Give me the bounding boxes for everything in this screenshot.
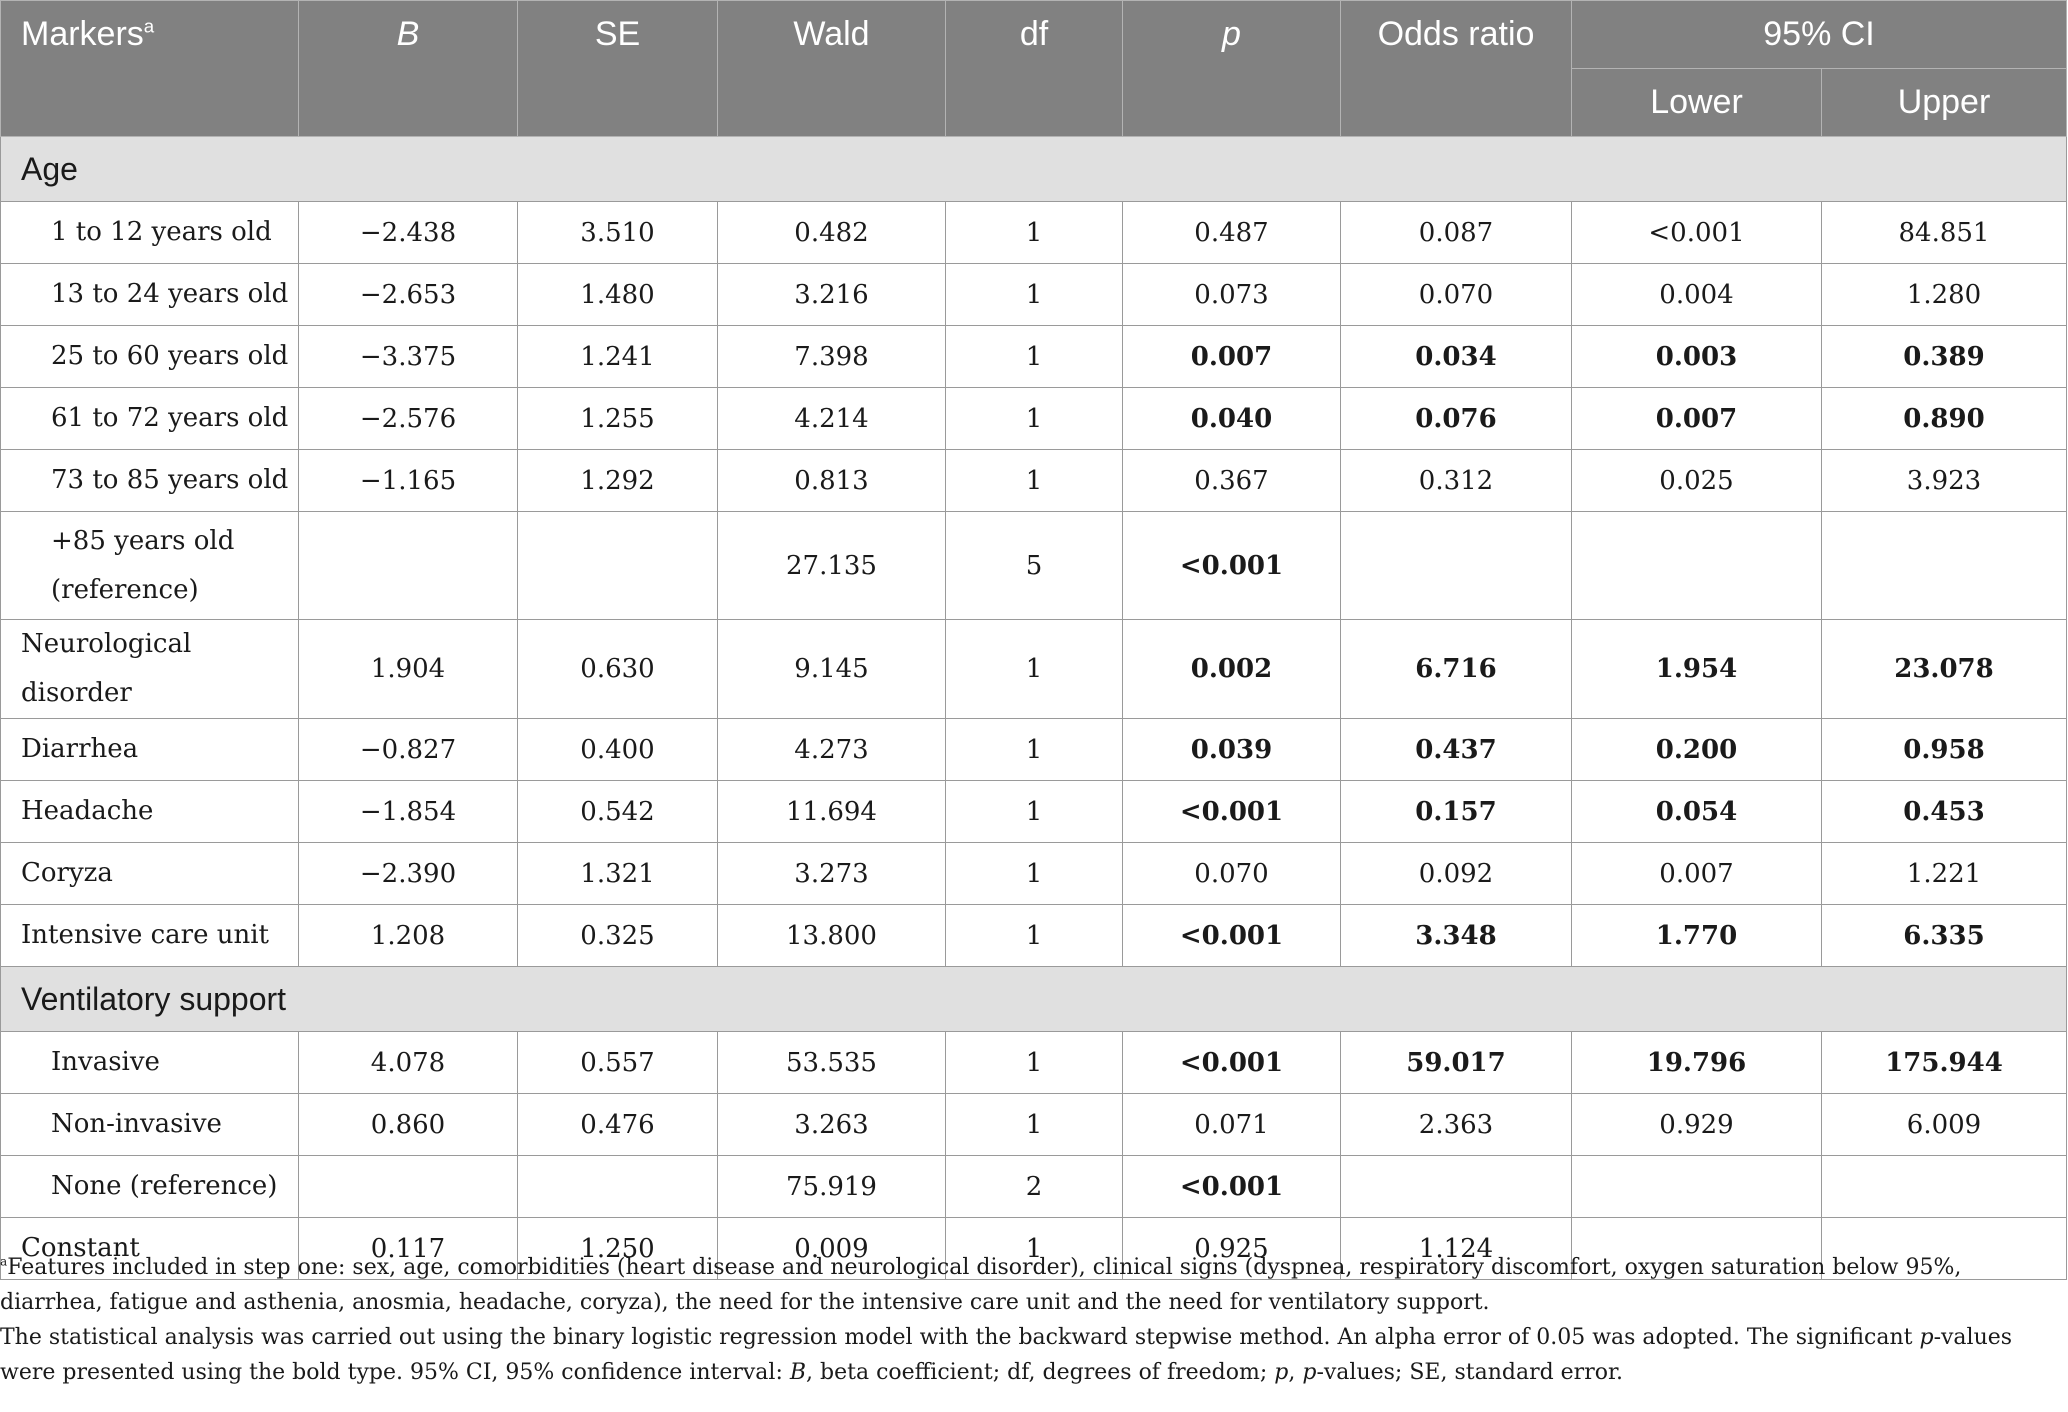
table-row [1, 1094, 2067, 1156]
table-row [1, 719, 2067, 781]
cell-odds-ratio: 59.017 [1341, 1032, 1572, 1094]
cell-df: 1 [946, 620, 1123, 719]
cell-wald: 53.535 [718, 1032, 946, 1094]
cell-ci-upper: 0.958 [1822, 719, 2067, 781]
cell-df: 1 [946, 264, 1123, 326]
table-row [1, 843, 2067, 905]
cell-b: −1.165 [299, 450, 518, 512]
footnote-italic: p [1302, 1360, 1317, 1385]
cell-p: 0.071 [1123, 1094, 1341, 1156]
cell-p: <0.001 [1123, 512, 1341, 620]
table-row [1, 1032, 2067, 1094]
footnote-text: -values; SE, standard error. [1316, 1360, 1624, 1385]
row-label-line: +85 years old [51, 525, 235, 556]
cell-ci-lower: 0.929 [1572, 1094, 1822, 1156]
table-header [1, 1, 2067, 137]
cell-ci-upper: 3.923 [1822, 450, 2067, 512]
row-label: Coryza [1, 843, 299, 905]
row-label: None (reference) [1, 1156, 299, 1218]
cell-ci-lower: 0.007 [1572, 843, 1822, 905]
row-label: 13 to 24 years old [1, 264, 299, 326]
footnote-italic: p [1919, 1325, 1934, 1350]
cell-p: <0.001 [1123, 1032, 1341, 1094]
cell-b: −2.653 [299, 264, 518, 326]
cell-odds-ratio: 1.124 [1341, 1218, 1572, 1280]
cell-wald: 13.800 [718, 905, 946, 967]
cell-ci-upper: 1.221 [1822, 843, 2067, 905]
footnote-a [0, 1250, 2040, 1320]
row-label: Diarrhea [1, 719, 299, 781]
cell-odds-ratio [1341, 512, 1572, 620]
cell-p: <0.001 [1123, 1156, 1341, 1218]
cell-wald: 9.145 [718, 620, 946, 719]
cell-b: −2.576 [299, 388, 518, 450]
table-footnotes [0, 1250, 2040, 1390]
table-row [1, 202, 2067, 264]
cell-ci-upper [1822, 512, 2067, 620]
cell-p: <0.001 [1123, 905, 1341, 967]
cell-ci-lower: 0.054 [1572, 781, 1822, 843]
cell-df: 5 [946, 512, 1123, 620]
header-lower: Lower [1572, 69, 1822, 137]
table-row [1, 326, 2067, 388]
cell-df: 1 [946, 326, 1123, 388]
cell-ci-lower: 0.004 [1572, 264, 1822, 326]
table-row [1, 388, 2067, 450]
cell-ci-upper: 0.389 [1822, 326, 2067, 388]
cell-b: −1.854 [299, 781, 518, 843]
cell-se: 1.292 [518, 450, 718, 512]
cell-b: 4.078 [299, 1032, 518, 1094]
header-se: SE [518, 1, 718, 137]
cell-ci-lower: 0.003 [1572, 326, 1822, 388]
cell-wald: 0.813 [718, 450, 946, 512]
cell-ci-lower: 0.025 [1572, 450, 1822, 512]
table-row [1, 450, 2067, 512]
row-label: 61 to 72 years old [1, 388, 299, 450]
cell-odds-ratio: 0.087 [1341, 202, 1572, 264]
cell-ci-upper: 175.944 [1822, 1032, 2067, 1094]
cell-b: −3.375 [299, 326, 518, 388]
cell-ci-upper: 0.890 [1822, 388, 2067, 450]
section-ventilatory-label: Ventilatory support [1, 967, 2067, 1032]
header-b: B [299, 1, 518, 137]
cell-df: 1 [946, 781, 1123, 843]
cell-odds-ratio: 0.070 [1341, 264, 1572, 326]
header-p: p [1123, 1, 1341, 137]
footnote-method [0, 1320, 2040, 1390]
cell-wald: 4.273 [718, 719, 946, 781]
header-ci: 95% CI [1572, 1, 2067, 69]
cell-ci-lower: <0.001 [1572, 202, 1822, 264]
cell-se: 1.250 [518, 1218, 718, 1280]
cell-p: 0.925 [1123, 1218, 1341, 1280]
cell-p: 0.002 [1123, 620, 1341, 719]
cell-ci-upper: 6.335 [1822, 905, 2067, 967]
cell-b: −2.390 [299, 843, 518, 905]
cell-odds-ratio: 0.312 [1341, 450, 1572, 512]
cell-wald: 3.216 [718, 264, 946, 326]
cell-ci-upper: 1.280 [1822, 264, 2067, 326]
row-label: 1 to 12 years old [1, 202, 299, 264]
cell-p: 0.039 [1123, 719, 1341, 781]
row-label: Headache [1, 781, 299, 843]
cell-df: 1 [946, 450, 1123, 512]
cell-odds-ratio [1341, 1156, 1572, 1218]
cell-odds-ratio: 0.076 [1341, 388, 1572, 450]
row-label: Invasive [1, 1032, 299, 1094]
row-label: 25 to 60 years old [1, 326, 299, 388]
header-odds-ratio: Odds ratio [1341, 1, 1572, 137]
header-upper: Upper [1822, 69, 2067, 137]
cell-wald: 0.482 [718, 202, 946, 264]
table-body [1, 137, 2067, 1280]
footnote-a-text: Features included in step one: sex, age, comorbidities (heart disease and neurological disorder), clinical signs (dyspnea, respiratory discomfort, oxygen saturation below 95%, diarrhea, fatigue and asthenia, anosmia, headache, coryza), the need for the intensive care unit and the need for ventilatory support. [0, 1255, 1962, 1315]
cell-p: 0.487 [1123, 202, 1341, 264]
cell-ci-upper: 23.078 [1822, 620, 2067, 719]
cell-wald: 11.694 [718, 781, 946, 843]
footnote-marker: a [143, 15, 155, 37]
cell-se: 0.325 [518, 905, 718, 967]
cell-p: <0.001 [1123, 781, 1341, 843]
cell-wald: 4.214 [718, 388, 946, 450]
cell-ci-lower: 0.200 [1572, 719, 1822, 781]
cell-df: 1 [946, 905, 1123, 967]
cell-df: 1 [946, 719, 1123, 781]
cell-se: 1.480 [518, 264, 718, 326]
table-row [1, 781, 2067, 843]
cell-wald: 3.263 [718, 1094, 946, 1156]
cell-b [299, 1156, 518, 1218]
cell-p: 0.070 [1123, 843, 1341, 905]
cell-p: 0.040 [1123, 388, 1341, 450]
cell-b: 0.117 [299, 1218, 518, 1280]
cell-ci-lower [1572, 1156, 1822, 1218]
cell-p: 0.073 [1123, 264, 1341, 326]
row-label: 73 to 85 years old [1, 450, 299, 512]
cell-b: −2.438 [299, 202, 518, 264]
row-label-line: (reference) [51, 574, 199, 605]
cell-se: 1.255 [518, 388, 718, 450]
cell-ci-lower: 0.007 [1572, 388, 1822, 450]
footnote-text: , beta coefficient; df, degrees of freedom; [806, 1360, 1275, 1385]
cell-ci-upper: 84.851 [1822, 202, 2067, 264]
cell-wald: 7.398 [718, 326, 946, 388]
row-label: Constant [1, 1218, 299, 1280]
cell-df: 1 [946, 202, 1123, 264]
cell-b: 0.860 [299, 1094, 518, 1156]
cell-se: 0.557 [518, 1032, 718, 1094]
cell-b: −0.827 [299, 719, 518, 781]
footnote-italic: B [789, 1360, 807, 1385]
cell-b: 1.904 [299, 620, 518, 719]
section-age-label: Age [1, 137, 2067, 202]
header-markers [1, 1, 299, 137]
cell-df: 1 [946, 843, 1123, 905]
section-row-age [1, 137, 2067, 202]
cell-df: 1 [946, 1032, 1123, 1094]
cell-ci-upper: 0.453 [1822, 781, 2067, 843]
cell-wald: 75.919 [718, 1156, 946, 1218]
cell-ci-lower: 1.954 [1572, 620, 1822, 719]
cell-df: 1 [946, 1218, 1123, 1280]
cell-se: 1.321 [518, 843, 718, 905]
cell-wald: 27.135 [718, 512, 946, 620]
cell-ci-lower: 1.770 [1572, 905, 1822, 967]
footnote-italic: p [1274, 1360, 1289, 1385]
cell-b [299, 512, 518, 620]
cell-odds-ratio: 0.092 [1341, 843, 1572, 905]
cell-se: 0.630 [518, 620, 718, 719]
cell-ci-upper [1822, 1156, 2067, 1218]
cell-p: 0.367 [1123, 450, 1341, 512]
row-label: Intensive care unit [1, 905, 299, 967]
cell-b: 1.208 [299, 905, 518, 967]
cell-wald: 3.273 [718, 843, 946, 905]
cell-odds-ratio: 0.437 [1341, 719, 1572, 781]
footnote-text: -values were presented using the bold type. 95% CI, 95% confidence interval: [0, 1325, 2013, 1385]
cell-se: 0.542 [518, 781, 718, 843]
cell-se: 0.476 [518, 1094, 718, 1156]
table-row [1, 264, 2067, 326]
row-label: Non-invasive [1, 1094, 299, 1156]
cell-wald: 0.009 [718, 1218, 946, 1280]
table-row [1, 905, 2067, 967]
table-row [1, 620, 2067, 719]
cell-ci-lower [1572, 512, 1822, 620]
footnote-marker: a [0, 1254, 8, 1269]
cell-se [518, 512, 718, 620]
footnote-text: , [1288, 1360, 1303, 1385]
cell-ci-upper: 6.009 [1822, 1094, 2067, 1156]
cell-odds-ratio: 0.034 [1341, 326, 1572, 388]
header-markers-label: Markers [21, 15, 144, 53]
cell-df: 1 [946, 1094, 1123, 1156]
cell-df: 1 [946, 388, 1123, 450]
cell-odds-ratio: 6.716 [1341, 620, 1572, 719]
header-wald: Wald [718, 1, 946, 137]
row-label [1, 512, 299, 620]
cell-se: 0.400 [518, 719, 718, 781]
section-row-ventilatory [1, 967, 2067, 1032]
header-df: df [946, 1, 1123, 137]
table-row [1, 512, 2067, 620]
cell-ci-lower: 19.796 [1572, 1032, 1822, 1094]
cell-p: 0.007 [1123, 326, 1341, 388]
footnote-text: The statistical analysis was carried out using the binary logistic regression model with the backward stepwise method. An alpha error of 0.05 was adopted. The significant [0, 1325, 1920, 1350]
row-label: Neurological disorder [1, 620, 299, 719]
cell-odds-ratio: 3.348 [1341, 905, 1572, 967]
cell-se [518, 1156, 718, 1218]
cell-se: 1.241 [518, 326, 718, 388]
table-row [1, 1156, 2067, 1218]
cell-se: 3.510 [518, 202, 718, 264]
cell-odds-ratio: 0.157 [1341, 781, 1572, 843]
cell-df: 2 [946, 1156, 1123, 1218]
cell-odds-ratio: 2.363 [1341, 1094, 1572, 1156]
